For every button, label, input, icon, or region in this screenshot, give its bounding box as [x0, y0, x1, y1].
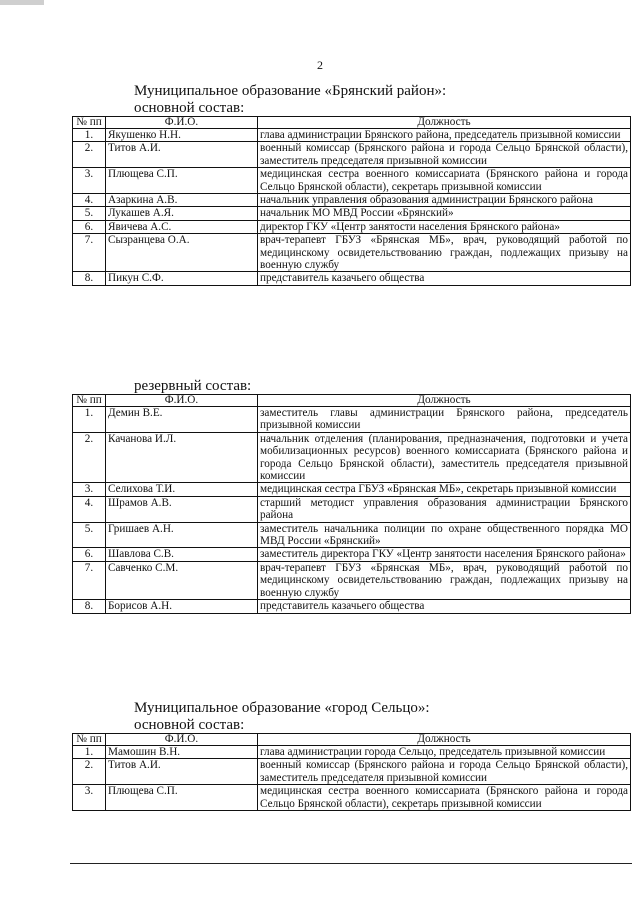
column-header-position: Должность	[258, 734, 631, 746]
row-num: 2.	[73, 142, 106, 168]
row-position: заместитель начальника полиции по охране общественного порядка МО МВД России «Брянский»	[258, 522, 631, 548]
table-row	[73, 168, 631, 194]
row-num: 8.	[73, 272, 106, 285]
row-num: 3.	[73, 785, 106, 811]
row-position: военный комиссар (Брянского района и города Сельцо Брянской области), заместитель председателя призывной комиссии	[258, 759, 631, 785]
row-name: Демин В.Е.	[106, 407, 258, 433]
row-name: Шавлова С.В.	[106, 548, 258, 561]
row-num: 2.	[73, 759, 106, 785]
row-position: заместитель главы администрации Брянского района, председатель призывной комиссии	[258, 407, 631, 433]
row-num: 1.	[73, 746, 106, 759]
row-num: 2.	[73, 432, 106, 483]
column-header-num: № пп	[73, 117, 106, 129]
scan-artifact	[0, 0, 44, 5]
row-position: медицинская сестра военного комиссариата (Брянского района и города Сельцо Брянской области), секретарь призывной комиссии	[258, 785, 631, 811]
row-name: Якушенко Н.Н.	[106, 129, 258, 142]
section-composition-main-selco: основной состав:	[134, 717, 245, 733]
table-header-row	[73, 395, 631, 407]
row-name: Плющева С.П.	[106, 168, 258, 194]
row-name: Пикун С.Ф.	[106, 272, 258, 285]
row-name: Плющева С.П.	[106, 785, 258, 811]
row-position: представитель казачьего общества	[258, 600, 631, 613]
column-header-num: № пп	[73, 734, 106, 746]
table-row	[73, 522, 631, 548]
commission-table-selco-main	[72, 733, 631, 811]
column-header-num: № пп	[73, 395, 106, 407]
commission-table-bryansk-main	[72, 116, 631, 286]
table-row	[73, 407, 631, 433]
row-position: заместитель директора ГКУ «Центр занятости населения Брянского района»	[258, 548, 631, 561]
table-header-row	[73, 117, 631, 129]
row-position: представитель казачьего общества	[258, 272, 631, 285]
row-num: 1.	[73, 407, 106, 433]
commission-table-bryansk-reserve	[72, 394, 631, 614]
table-row	[73, 194, 631, 207]
row-name: Явичева А.С.	[106, 220, 258, 233]
page-bottom-rule	[70, 863, 632, 864]
table-header-row	[73, 734, 631, 746]
row-position: медицинская сестра военного комиссариата (Брянского района и города Сельцо Брянской области), секретарь призывной комиссии	[258, 168, 631, 194]
row-num: 5.	[73, 207, 106, 220]
table-row	[73, 561, 631, 599]
row-num: 1.	[73, 129, 106, 142]
row-position: глава администрации Брянского района, председатель призывной комиссии	[258, 129, 631, 142]
row-name: Лукашев А.Я.	[106, 207, 258, 220]
row-position: врач-терапевт ГБУЗ «Брянская МБ», врач, руководящий работой по медицинскому освидетельствованию граждан, подлежащих призыву на военную службу	[258, 234, 631, 272]
section-composition-main: основной состав:	[134, 100, 245, 116]
table-row	[73, 548, 631, 561]
column-header-position: Должность	[258, 117, 631, 129]
row-num: 3.	[73, 168, 106, 194]
row-name: Гришаев А.Н.	[106, 522, 258, 548]
table-row	[73, 432, 631, 483]
row-name: Борисов А.Н.	[106, 600, 258, 613]
row-num: 7.	[73, 561, 106, 599]
table-row	[73, 483, 631, 496]
row-num: 8.	[73, 600, 106, 613]
row-position: глава администрации города Сельцо, председатель призывной комиссии	[258, 746, 631, 759]
row-position: медицинская сестра ГБУЗ «Брянская МБ», секретарь призывной комиссии	[258, 483, 631, 496]
row-position: директор ГКУ «Центр занятости населения Брянского района»	[258, 220, 631, 233]
row-name: Мамошин В.Н.	[106, 746, 258, 759]
row-position: старший методист управления образования администрации Брянского района	[258, 496, 631, 522]
row-num: 3.	[73, 483, 106, 496]
table-row	[73, 746, 631, 759]
row-num: 6.	[73, 548, 106, 561]
row-position: начальник управления образования администрации Брянского района	[258, 194, 631, 207]
row-name: Шрамов А.В.	[106, 496, 258, 522]
table-row	[73, 759, 631, 785]
section-title-selco: Муниципальное образование «город Сельцо»:	[134, 700, 430, 716]
row-name: Качанова И.Л.	[106, 432, 258, 483]
row-num: 7.	[73, 234, 106, 272]
row-position: военный комиссар (Брянского района и города Сельцо Брянской области), заместитель председателя призывной комиссии	[258, 142, 631, 168]
row-num: 6.	[73, 220, 106, 233]
table-row	[73, 785, 631, 811]
column-header-position: Должность	[258, 395, 631, 407]
row-position: начальник отделения (планирования, предназначения, подготовки и учета мобилизационных ресурсов) военного комиссариата (Брянского района и города Сельцо Брянской области), заместитель председателя призывной комиссии	[258, 432, 631, 483]
table-row	[73, 220, 631, 233]
table-row	[73, 142, 631, 168]
column-header-name: Ф.И.О.	[106, 395, 258, 407]
table-row	[73, 272, 631, 285]
row-num: 4.	[73, 194, 106, 207]
row-position: врач-терапевт ГБУЗ «Брянская МБ», врач, руководящий работой по медицинскому освидетельствованию граждан, подлежащих призыву на военную службу	[258, 561, 631, 599]
row-name: Селихова Т.И.	[106, 483, 258, 496]
page-number: 2	[317, 58, 323, 72]
section-composition-reserve: резервный состав:	[134, 378, 252, 394]
column-header-name: Ф.И.О.	[106, 734, 258, 746]
table-row	[73, 207, 631, 220]
row-num: 5.	[73, 522, 106, 548]
section-title-bryansk-district: Муниципальное образование «Брянский район»:	[134, 83, 447, 99]
row-name: Титов А.И.	[106, 759, 258, 785]
row-name: Азаркина А.В.	[106, 194, 258, 207]
row-name: Савченко С.М.	[106, 561, 258, 599]
table-row	[73, 129, 631, 142]
row-position: начальник МО МВД России «Брянский»	[258, 207, 631, 220]
row-name: Сызранцева О.А.	[106, 234, 258, 272]
row-name: Титов А.И.	[106, 142, 258, 168]
table-row	[73, 600, 631, 613]
column-header-name: Ф.И.О.	[106, 117, 258, 129]
row-num: 4.	[73, 496, 106, 522]
table-row	[73, 234, 631, 272]
table-row	[73, 496, 631, 522]
